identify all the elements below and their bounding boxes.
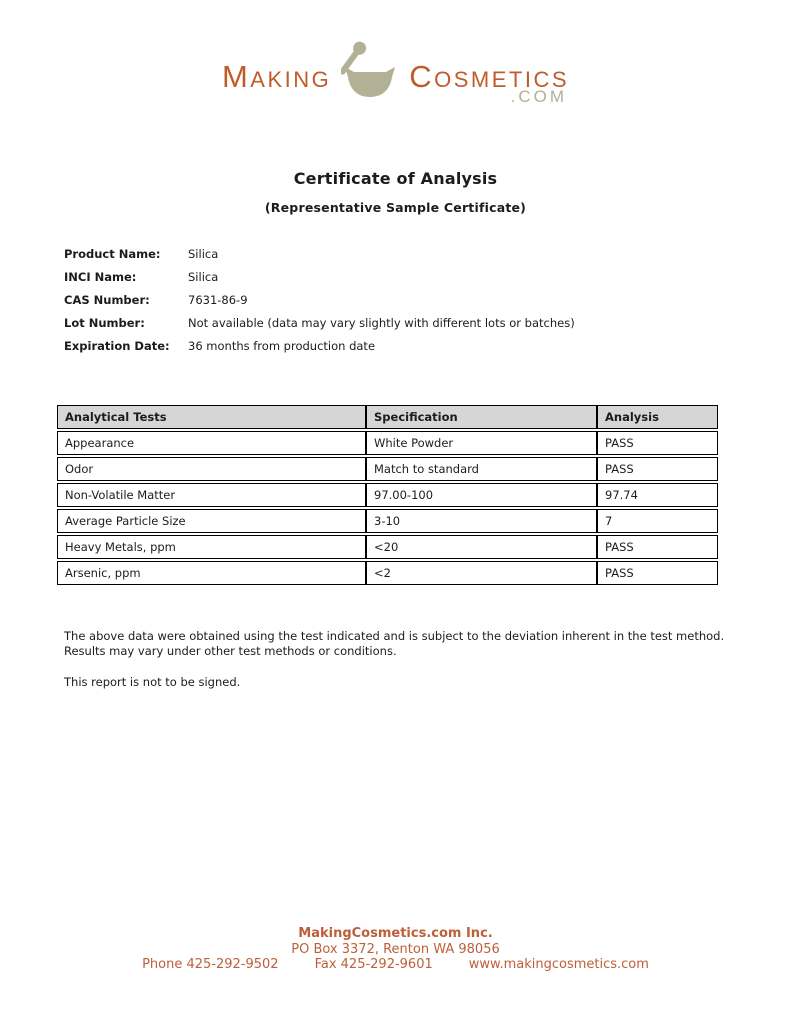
table-cell-test: Heavy Metals, ppm	[57, 535, 366, 559]
logo-word-making-initial: M	[221, 59, 251, 94]
column-header-analysis: Analysis	[597, 405, 718, 429]
analytical-tests-table	[57, 403, 718, 587]
disclaimer-text: The above data were obtained using the test indicated and is subject to the deviation inherent in the test method. Results may vary under other test methods or conditions.	[64, 629, 725, 658]
page-title: Certificate of Analysis	[293, 169, 498, 188]
footer-phone: Phone 425-292-9502	[142, 957, 279, 972]
product-info	[64, 243, 791, 358]
table-cell-analysis: PASS	[597, 431, 718, 455]
table-cell-test: Odor	[57, 457, 366, 481]
product-info-row	[64, 243, 791, 266]
table-cell-analysis: 97.74	[597, 483, 718, 507]
footer-company: MakingCosmetics.com Inc.	[298, 926, 493, 941]
table-cell-test: Non-Volatile Matter	[57, 483, 366, 507]
lot-number-value: Not available (data may vary slightly with different lots or batches)	[188, 316, 575, 330]
table-cell-test: Arsenic, ppm	[57, 561, 366, 585]
table-row	[57, 483, 718, 507]
table-cell-analysis: PASS	[597, 535, 718, 559]
table-cell-spec: 97.00-100	[366, 483, 597, 507]
footer	[0, 926, 791, 973]
cas-number-value: 7631-86-9	[188, 293, 248, 307]
expiration-date-value: 36 months from production date	[188, 339, 376, 353]
product-name-label: Product Name:	[64, 247, 161, 261]
inci-name-label: INCI Name:	[64, 270, 137, 284]
table-cell-test: Appearance	[57, 431, 366, 455]
table-cell-spec: Match to standard	[366, 457, 597, 481]
logo	[222, 40, 569, 105]
logo-word-making-rest: AKING	[250, 67, 332, 92]
table-row	[57, 561, 718, 585]
cas-number-label: CAS Number:	[64, 293, 150, 307]
table-cell-test: Average Particle Size	[57, 509, 366, 533]
logo-word-cosmetics-rest: OSMETICS	[434, 67, 570, 92]
table-row	[57, 457, 718, 481]
table-row	[57, 535, 718, 559]
product-info-row	[64, 266, 791, 289]
table-header-row	[57, 405, 718, 429]
table-cell-spec: White Powder	[366, 431, 597, 455]
logo-row	[222, 40, 569, 92]
product-info-row	[64, 335, 791, 358]
logo-word-making	[222, 61, 331, 92]
table-cell-analysis: 7	[597, 509, 718, 533]
lot-number-label: Lot Number:	[64, 316, 145, 330]
table-row	[57, 509, 718, 533]
footer-address: PO Box 3372, Renton WA 98056	[291, 941, 500, 957]
footer-contact-row	[0, 957, 791, 973]
footer-website: www.makingcosmetics.com	[468, 957, 649, 972]
inci-name-value: Silica	[188, 270, 219, 284]
table-cell-spec: 3-10	[366, 509, 597, 533]
table-cell-spec: <20	[366, 535, 597, 559]
column-header-analytical-tests: Analytical Tests	[57, 405, 366, 429]
table-row	[57, 431, 718, 455]
table-cell-spec: <2	[366, 561, 597, 585]
product-info-row	[64, 289, 791, 312]
logo-word-cosmetics-initial: C	[409, 59, 435, 94]
logo-domain: .COM	[510, 87, 568, 106]
footer-fax: Fax 425-292-9601	[314, 957, 433, 972]
signature-note: This report is not to be signed.	[64, 675, 241, 689]
mortar-and-pestle-icon	[341, 40, 399, 102]
table-cell-analysis: PASS	[597, 561, 718, 585]
expiration-date-label: Expiration Date:	[64, 339, 170, 353]
product-info-row	[64, 312, 791, 335]
column-header-specification: Specification	[366, 405, 597, 429]
table-cell-analysis: PASS	[597, 457, 718, 481]
page-subtitle: (Representative Sample Certificate)	[264, 200, 527, 215]
product-name-value: Silica	[188, 247, 219, 261]
notes-section	[64, 629, 740, 690]
